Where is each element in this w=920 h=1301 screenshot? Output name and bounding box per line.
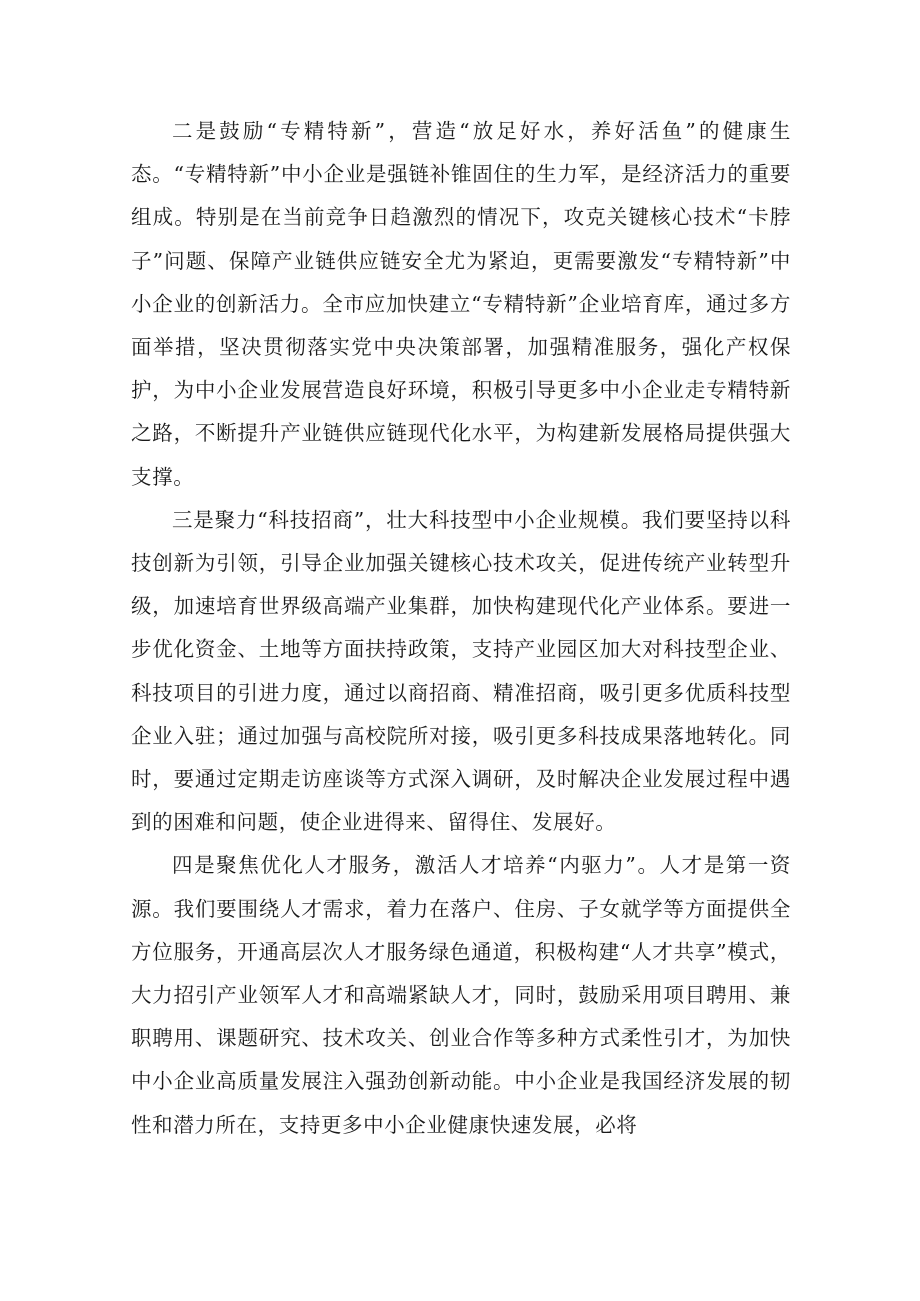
document-body bbox=[131, 110, 791, 1147]
paragraph-tech-investment: 三是聚力“科技招商”，壮大科技型中小企业规模。我们要坚持以科技创新为引领，引导企业加强关键核心技术攻关，促进传统产业转型升级，加速培育世界级高端产业集群，加快构建现代化产业体系。要进一步优化资金、土地等方面扶持政策，支持产业园区加大对科技型企业、科技项目的引进力度，通过以商招商、精准招商，吸引更多优质科技型企业入驻；通过加强与高校院所对接，吸引更多科技成果落地转化。同时，要通过定期走访座谈等方式深入调研，及时解决企业发展过程中遇到的困难和问题，使企业进得来、留得住、发展好。 bbox=[131, 507, 791, 835]
paragraph-specialized-enterprises: 二是鼓励“专精特新”，营造“放足好水，养好活鱼”的健康生态。“专精特新”中小企业是强链补锥固住的生力军，是经济活力的重要组成。特别是在当前竞争日趋激烈的情况下，攻克关键核心技术“卡脖子”问题、保障产业链供应链安全尤为紧迫，更需要激发“专精特新”中小企业的创新活力。全市应加快建立“专精特新”企业培育库，通过多方面举措，坚决贯彻落实党中央决策部署，加强精准服务，强化产权保护，为中小企业发展营造良好环境，积极引导更多中小企业走专精特新之路，不断提升产业链供应链现代化水平，为构建新发展格局提供强大支撑。 bbox=[131, 119, 791, 489]
paragraph-talent-services: 四是聚焦优化人才服务，激活人才培养“内驱力”。人才是第一资源。我们要围绕人才需求，着力在落户、住房、子女就学等方面提供全方位服务，开通高层次人才服务绿色通道，积极构建“人才共享”模式，大力招引产业领军人才和高端紧缺人才，同时，鼓励采用项目聘用、兼职聘用、课题研究、技术攻关、创业合作等多种方式柔性引才，为加快中小企业高质量发展注入强劲创新动能。中小企业是我国经济发展的韧性和潜力所在，支持更多中小企业健康快速发展，必将 bbox=[131, 853, 791, 1137]
